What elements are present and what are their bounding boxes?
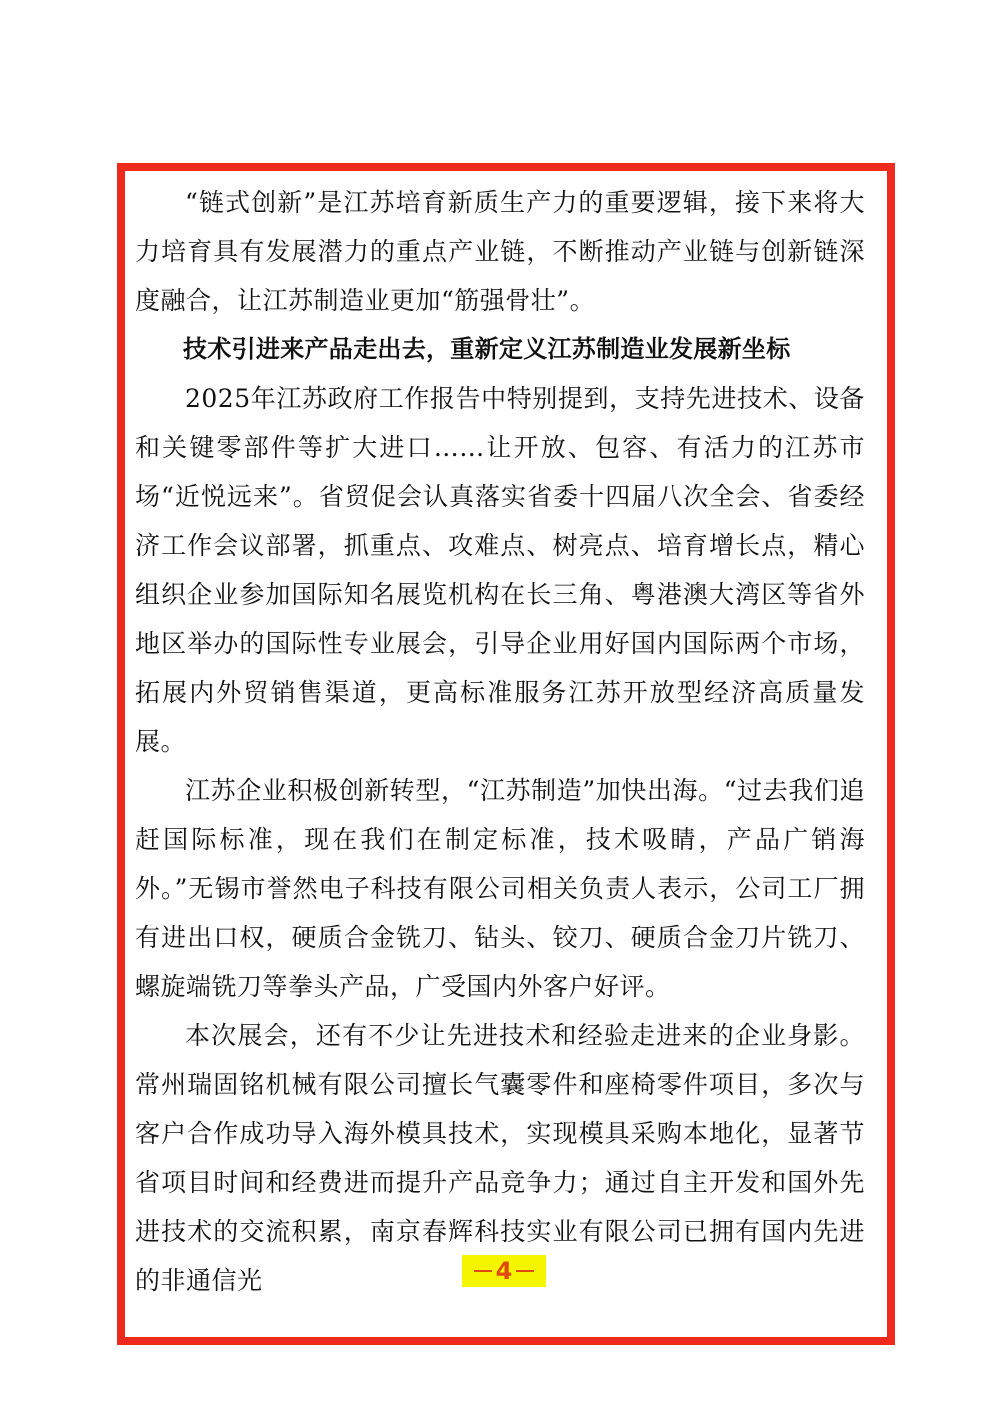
paragraph-government-report: 2025年江苏政府工作报告中特别提到，支持先进技术、设备和关键零部件等扩大进口……让开放、包容、有活力的江苏市场“近悦远来”。省贸促会认真落实省委十四届八次全会、省委经济工作会议部署，抓重点、攻难点、树亮点、培育增长点，精心组织企业参加国际知名展览机构在长三角、粤港澳大湾区等省外地区举办的国际性专业展会，引导企业用好国内国际两个市场，拓展内外贸销售渠道，更高标准服务江苏开放型经济高质量发展。: [135, 384, 865, 756]
article-body: [135, 178, 865, 1305]
paragraph-chain-innovation: “链式创新”是江苏培育新质生产力的重要逻辑，接下来将大力培育具有发展潜力的重点产业链，不断推动产业链与创新链深度融合，让江苏制造业更加“筋强骨壮”。: [135, 188, 865, 315]
page-number: 4: [495, 1257, 513, 1285]
section-heading: 技术引进来产品走出去，重新定义江苏制造业发展新坐标: [183, 335, 791, 363]
paragraph-jiangsu-manufacturing: 江苏企业积极创新转型，“江苏制造”加快出海。“过去我们追赶国际标准，现在我们在制定标准，技术吸睛，产品广销海外。”无锡市誉然电子科技有限公司相关负责人表示，公司工厂拥有进出口权，硬质合金铣刀、钻头、铰刀、硬质合金刀片铣刀、螺旋端铣刀等拳头产品，广受国内外客户好评。: [135, 776, 865, 1001]
dash-left-icon: [474, 1270, 492, 1272]
page-number-badge: [462, 1255, 546, 1287]
paragraph-exhibition: 本次展会，还有不少让先进技术和经验走进来的企业身影。常州瑞固铭机械有限公司擅长气囊零件和座椅零件项目，多次与客户合作成功导入海外模具技术，实现模具采购本地化，显著节省项目时间和经费进而提升产品竞争力；通过自主开发和国外先进技术的交流积累，南京春辉科技实业有限公司已拥有国内先进的非通信光: [135, 1021, 865, 1295]
dash-right-icon: [516, 1270, 534, 1272]
